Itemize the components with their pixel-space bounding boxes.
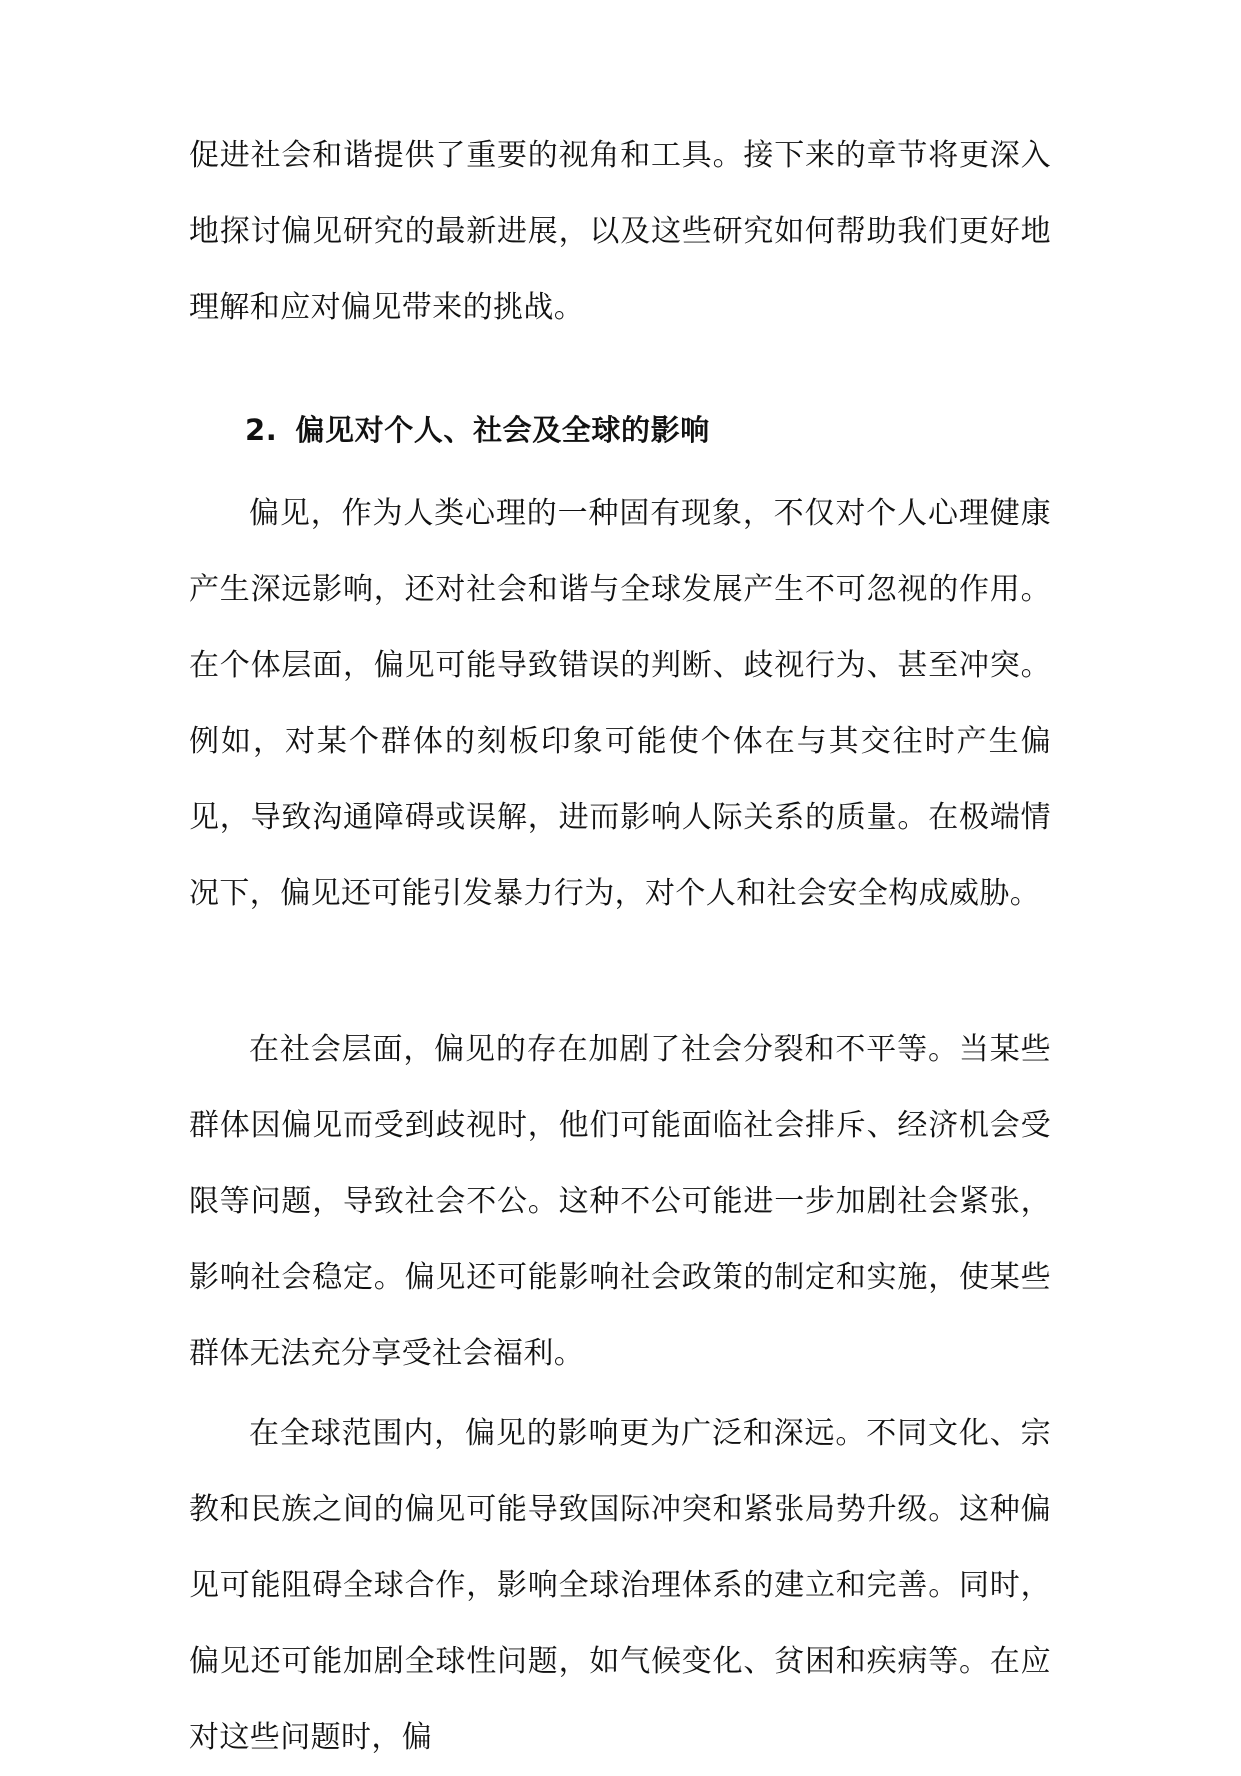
section-heading — [245, 392, 710, 468]
section-title: 偏见对个人、社会及全球的影响 — [295, 413, 710, 447]
paragraph-social-impact: 在社会层面，偏见的存在加剧了社会分裂和不平等。当某些群体因偏见而受到歧视时，他们可能面临社会排斥、经济机会受限等问题，导致社会不公。这种不公可能进一步加剧社会紧张，影响社会稳定。偏见还可能影响社会政策的制定和实施，使某些群体无法充分享受社会福利。 — [189, 1032, 1051, 1371]
section-number: 2. — [245, 413, 278, 447]
paragraph-continuation: 促进社会和谐提供了重要的视角和工具。接下来的章节将更深入地探讨偏见研究的最新进展，以及这些研究如何帮助我们更好地理解和应对偏见带来的挑战。 — [189, 138, 1051, 325]
paragraph-global-impact: 在全球范围内，偏见的影响更为广泛和深远。不同文化、宗教和民族之间的偏见可能导致国际冲突和紧张局势升级。这种偏见可能阻碍全球合作，影响全球治理体系的建立和完善。同时，偏见还可能加剧全球性问题，如气候变化、贫困和疾病等。在应对这些问题时，偏 — [189, 1416, 1051, 1755]
paragraph-individual-impact: 偏见，作为人类心理的一种固有现象，不仅对个人心理健康产生深远影响，还对社会和谐与全球发展产生不可忽视的作用。在个体层面，偏见可能导致错误的判断、歧视行为、甚至冲突。例如，对某个群体的刻板印象可能使个体在与其交往时产生偏见，导致沟通障碍或误解，进而影响人际关系的质量。在极端情况下，偏见还可能引发暴力行为，对个人和社会安全构成威胁。 — [189, 496, 1051, 911]
